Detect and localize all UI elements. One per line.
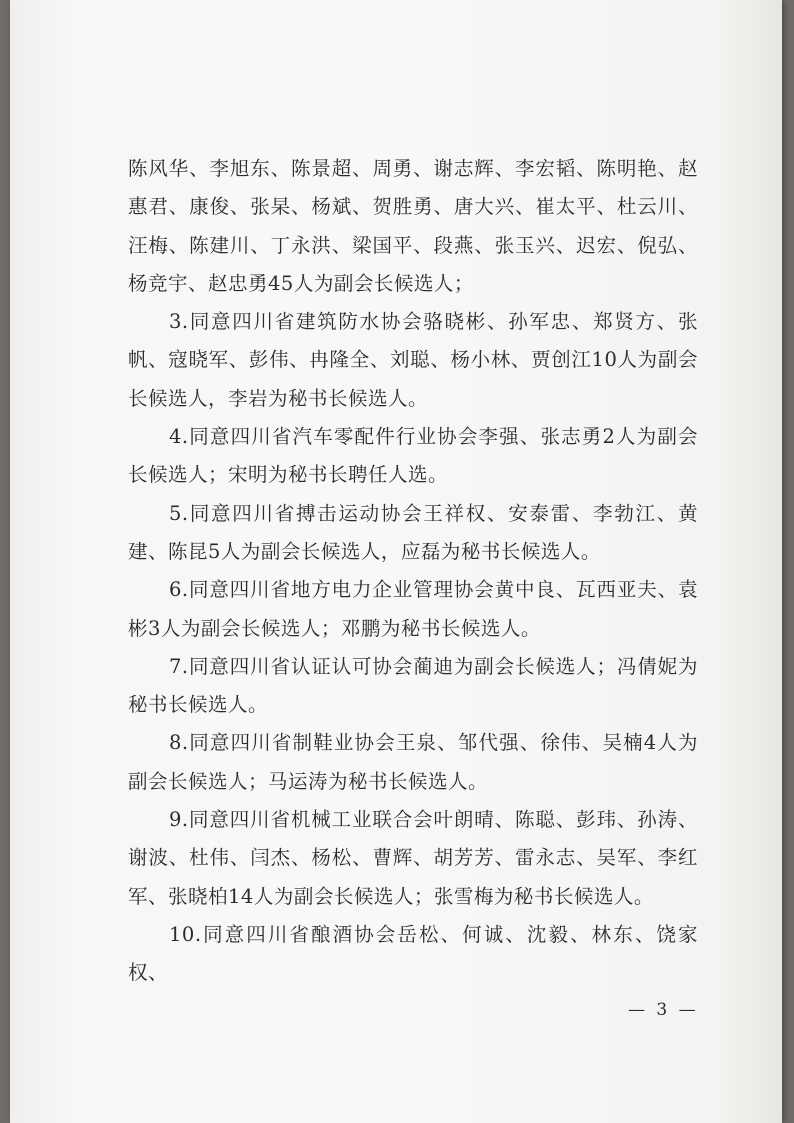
paragraph-item-9: 9.同意四川省机械工业联合会叶朗晴、陈聪、彭玮、孙涛、谢波、杜伟、闫杰、杨松、曹辉、胡芳芳、雷永志、吴军、李红军、张晓柏14人为副会长候选人；张雪梅为秘书长候选人。	[128, 808, 698, 908]
paragraph-item-6: 6.同意四川省地方电力企业管理协会黄中良、瓦西亚夫、袁彬3人为副会长候选人；邓鹏为秘书长候选人。	[128, 578, 698, 640]
paragraph-item-4: 4.同意四川省汽车零配件行业协会李强、张志勇2人为副会长候选人；宋明为秘书长聘任人选。	[128, 425, 698, 487]
document-body	[128, 150, 698, 993]
paragraph-continuation: 陈风华、李旭东、陈景超、周勇、谢志辉、李宏韬、陈明艳、赵惠君、康俊、张杲、杨斌、贺胜勇、唐大兴、崔太平、杜云川、汪梅、陈建川、丁永洪、梁国平、段燕、张玉兴、迟宏、倪弘、杨竞宇、赵忠勇45人为副会长候选人；	[128, 157, 698, 295]
document-page	[10, 0, 782, 1123]
paragraph-item-3: 3.同意四川省建筑防水协会骆晓彬、孙军忠、郑贤方、张帆、寇晓军、彭伟、冉隆全、刘聪、杨小林、贾创江10人为副会长候选人，李岩为秘书长候选人。	[128, 310, 698, 410]
paragraph-item-8: 8.同意四川省制鞋业协会王泉、邹代强、徐伟、吴楠4人为副会长候选人；马运涛为秘书长候选人。	[128, 731, 698, 793]
paragraph-item-5: 5.同意四川省搏击运动协会王祥权、安泰雷、李勃江、黄建、陈昆5人为副会长候选人，应磊为秘书长候选人。	[128, 501, 698, 563]
paragraph-item-10: 10.同意四川省酿酒协会岳松、何诚、沈毅、林东、饶家权、	[128, 922, 698, 985]
paragraph-item-7: 7.同意四川省认证认可协会蔺迪为副会长候选人；冯倩妮为秘书长候选人。	[128, 654, 698, 717]
page-number: — 3 —	[628, 1000, 699, 1020]
